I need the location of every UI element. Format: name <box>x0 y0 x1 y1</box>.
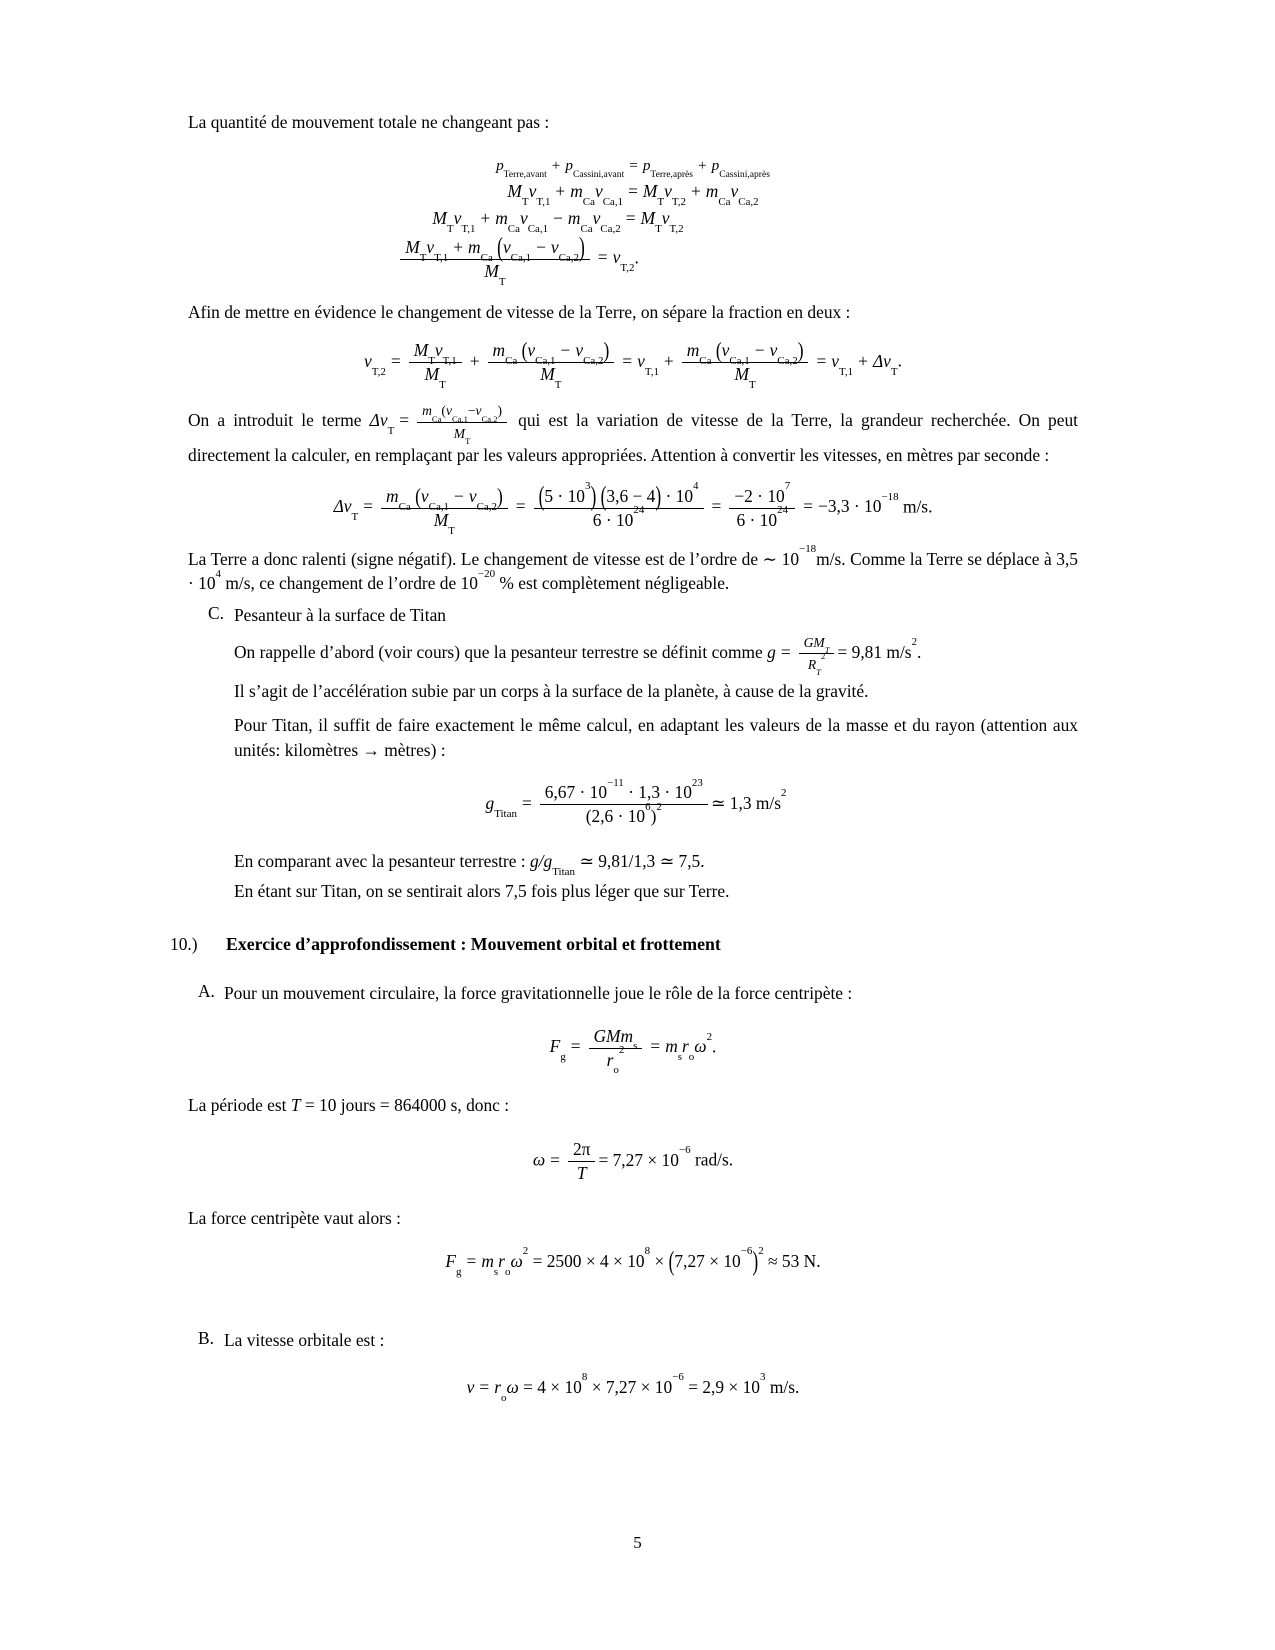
paragraph-introduit: On a introduit le terme $\Delta v_T=$ $\frac{m_{Ca}(v_{Ca,1}-v_{Ca,2})}{M_T}$ qui est la variation de vitesse de la Terre, la grandeur recherchée. On peut directement la calculer, en remplaçant par les valeurs appropriées. Attention à convertir les vitesses, en mètres par seconde : <box>188 403 1078 465</box>
part-b-label: B. <box>198 1327 214 1348</box>
introduit-text-post: qui est la variation de vitesse de la Terre, la grandeur recherchée. On peut directement la calculer, en remplaçant par les valeurs appropriées. Attention à convertir les vitesses, en mètres par seconde : <box>188 410 1078 465</box>
plus-op-2: + <box>698 156 707 174</box>
section-c-etant: En étant sur Titan, on se sentirait alors 7,5 fois plus léger que sur Terre. <box>234 881 730 902</box>
vT2-result: $v_{T,2}$ <box>612 247 635 275</box>
ralenti-p2: m/s. Comme la Terre se déplace à 3,5 · 10 <box>188 548 1078 594</box>
section-c-rappel: On rappelle d’abord (voir cours) que la pesanteur terrestre se définit comme g = $\frac{GM_T}{R_T^2}$ = 9,81 $m/s^2$. <box>234 634 922 678</box>
deltavT-unit: m/s. <box>902 496 933 517</box>
T-symbol: T <box>290 1094 301 1115</box>
v-unit: m/s. <box>769 1376 800 1397</box>
paragraph-afin: Afin de mettre en évidence le changement de vitesse de la Terre, on sépare la fraction en deux : <box>188 301 851 322</box>
omega-unit: rad/s. <box>694 1149 734 1170</box>
exercise-title: Exercice d’approfondissement : Mouvement orbital et frottement <box>226 933 721 954</box>
page-number: 5 <box>633 1533 642 1552</box>
exercise-heading <box>170 933 1078 955</box>
comparant-text: En comparant avec la pesanteur terrestre : <box>234 851 526 872</box>
Fg-result: ≈ 53 N. <box>768 1250 821 1271</box>
mid-num: −2 · 10 <box>734 485 785 506</box>
order-magnitude: $10^{-18}$ <box>781 543 817 569</box>
equation-momentum-line3 <box>188 207 1078 235</box>
mCa-vCa1-b: $m_{Ca}v_{Ca,1}$ <box>495 207 549 235</box>
p-cassini-avant: $p_{Cassini,avant}$ <box>565 156 625 180</box>
Fg-values: = $2500 \times 4 \times 10^8$ <box>532 1245 651 1271</box>
section-c-label: C. <box>208 603 224 624</box>
v-times: × $7,27 \times 10^{-6}$ <box>591 1371 684 1397</box>
MT-v1-b: $M_Tv_{T,1}$ <box>432 207 476 235</box>
fraction-gtitan: $\frac{6,67 \cdot 10^{-11} \cdot 1,3 \cdot 10^{23}}{(2,6 \cdot 10^6)^2}$ <box>540 782 708 827</box>
section-c-title: Pesanteur à la surface de Titan <box>234 605 447 626</box>
section-c-titan: Pour Titan, il suffit de faire exactement le même calcul, en adaptant les valeurs de la masse et du rayon (attention aux unités: kilomètres → mètres) : <box>234 714 1078 760</box>
exercise-part-b <box>198 1328 1078 1353</box>
equals-op-3: = <box>625 207 636 228</box>
equation-omega: ω = $\frac{2\pi}{T}$ = $7,27 \times 10^{-6}$ rad/s. <box>532 1139 734 1184</box>
plus-op-1: + <box>551 156 561 174</box>
equation-momentum-line2 <box>188 180 1078 208</box>
rappel-text: On rappelle d’abord (voir cours) que la pesanteur terrestre se définit comme <box>234 641 763 662</box>
equals-op-2: = <box>628 180 638 201</box>
equation-orbital-velocity: $v = r_o\omega = 4 \times 10^8 \times 7,27 \times 10^{-6} = 2,9 \times 10^3$ m/s. <box>466 1371 800 1404</box>
delta-vT-inline: $\Delta v_T$ <box>369 410 395 438</box>
omega-result: = $7,27 \times 10^{-6}$ <box>598 1144 691 1170</box>
exercise-part-a <box>198 981 1078 1006</box>
deltavT-lhs: $\Delta v_T$ <box>333 496 359 524</box>
v-result: = $2,9 \times 10^3$ <box>688 1371 766 1397</box>
Fg-paren-val: $7,27 \times 10^{-6}$ <box>674 1245 753 1271</box>
v-lhs: v <box>466 1376 475 1397</box>
Fg-lhs: $F_g$ <box>549 1036 566 1063</box>
plus-op-4: + <box>690 180 701 201</box>
MT-v2: $M_Tv_{T,2}$ <box>642 180 686 208</box>
paren-close: ) <box>752 1245 759 1277</box>
paragraph-periode <box>188 1093 1078 1118</box>
part-b-body <box>224 1328 1078 1353</box>
equals-op-4: = <box>597 247 608 268</box>
part-b-text: La vitesse orbitale est : <box>224 1329 385 1350</box>
p-terre-avant: $p_{Terre,avant}$ <box>496 156 547 180</box>
page-content <box>170 110 1078 1409</box>
gtitan-lhs: $g_{Titan}$ <box>485 792 517 820</box>
plus-op-5: + <box>480 207 491 228</box>
fraction-numerator: $M_Tv_{T,1}+ m_{Ca}$ $(v_{Ca,1}- v_{Ca,2})$ <box>405 230 585 264</box>
section-c <box>188 603 1078 906</box>
periode-post: = 10 jours = 864000 s, donc : <box>304 1094 510 1115</box>
part-a-text: Pour un mouvement circulaire, la force gravitationnelle joue le rôle de la force centripète : <box>224 982 853 1003</box>
MT-v2-b: $M_Tv_{T,2}$ <box>640 207 684 235</box>
equals-op-1: = <box>629 156 638 174</box>
fraction-inline-deltavT: $\frac{m_{Ca}(v_{Ca,1}-v_{Ca,2})}{M_T}$ <box>417 401 507 443</box>
equation-vT2-expanded: $v_{T,2}=$ $\frac{M_Tv_{T,1}}{M_T}$ + $\frac{m_{Ca} (v_{Ca,1}- v_{Ca,2})}{M_T}$ = $v_{T,1}+$ $\frac{m_{Ca} (v_{Ca,1}- v_{Ca,2})}{M_T}$ = $v_{T,1}+ \Delta v_T$. <box>364 337 902 392</box>
Fg-lhs-2: $F_g$ <box>445 1250 462 1278</box>
part-a-label: A. <box>198 980 215 1001</box>
fraction-GMms-ro2: $\frac{GMm_s}{r_o^2}$ <box>589 1026 643 1071</box>
p-cassini-apres: $p_{Cassini,après}$ <box>711 156 770 180</box>
g-symbol: g <box>767 641 776 662</box>
fraction-numeric-2: $\frac{-2 \cdot 10^7}{6 \cdot 10^{24}}$ <box>729 486 795 531</box>
equation-momentum-line1 <box>188 156 1078 180</box>
equation-Fg-numeric: $F_g= m_sr_o\omega^2 = 2500 \times 4 \times 10^8 \times (7,27 \times 10^{-6})^2 \approx 53$ N. <box>445 1245 821 1278</box>
plus-op-3: + <box>555 180 566 201</box>
equation-Fg-definition: $F_g=$ $\frac{GMm_s}{r_o^2}$ = $m_sr_o\omega^2$. <box>549 1025 717 1077</box>
num-coef: 5 · 10 <box>544 485 585 506</box>
paren-open: ( <box>668 1245 675 1277</box>
part-a-body <box>224 981 1078 1006</box>
ralenti-p3: m/s, ce changement de l’ordre de 10 <box>225 573 478 594</box>
num-diff: 3,6 − 4 <box>606 485 656 506</box>
g-ratio: $g/g_{Titan}$ <box>529 851 575 879</box>
section-c-accel: Il s’agit de l’accélération subie par un corps à la surface de la planète, à cause de la gravité. <box>234 681 869 702</box>
mCa-vCa2: $m_{Ca}v_{Ca,2}$ <box>705 180 759 208</box>
omega-num: 2π <box>572 1139 591 1160</box>
msro-omega2-b: $m_sr_o\omega^2$ <box>481 1245 529 1278</box>
intro-paragraph: La quantité de mouvement totale ne changeant pas : <box>188 112 550 132</box>
comparant-result: ≃ 9,81/1,3 ≃ 7,5. <box>579 851 705 872</box>
fraction-mCa-over-MT: $\frac{m_{Ca} (v_{Ca,1}- v_{Ca,2})}{M_T}$ <box>381 486 508 531</box>
fraction-MTvT1-MT: $\frac{M_Tv_{T,1}}{M_T}$ <box>409 340 462 385</box>
gtitan-num: 6,67 · 10 <box>544 782 608 803</box>
fraction-denominator: $M_T$ <box>400 259 590 282</box>
delta-vT: $\Delta v_T$ <box>872 350 898 378</box>
fraction-GMT-RT2: $\frac{GM_T}{R_T^2}$ <box>799 633 835 675</box>
paragraph-terre-ralenti: La Terre a donc ralenti (signe négatif). Le changement de vitesse est de l’ordre de ∼ $10^{-18}m/s$. Comme la Terre se déplace à $3,5 \cdot 10^4$ m/s, ce changement de l’ordre de $10^{-20}$ % est complètement négligeable. <box>188 543 1078 594</box>
exercise-number: 10.) <box>170 933 198 954</box>
fraction-MTv-over-MT <box>400 230 590 288</box>
msro-omega2: $m_sr_o\omega^2$ <box>665 1030 713 1063</box>
section-c-body <box>234 603 1078 906</box>
equation-gtitan: $g_{Titan}=$ $\frac{6,67 \cdot 10^{-11} \cdot 1,3 \cdot 10^{23}}{(2,6 \cdot 10^6)^2}$ ≃ 1,3 $m/s^2$ <box>485 776 787 827</box>
MT-v1: $M_Tv_{T,1}$ <box>507 180 551 208</box>
vT2-lhs: $v_{T,2}$ <box>364 350 386 378</box>
periode-pre: La période est <box>188 1094 287 1115</box>
ro-omega: $r_o\omega$ <box>494 1376 519 1404</box>
g-value: = 9,81 m/s <box>837 641 912 662</box>
paragraph-force-centripete: La force centripète vaut alors : <box>188 1208 401 1229</box>
fraction-mCa-diff-MT-1: $\frac{m_{Ca} (v_{Ca,1}- v_{Ca,2})}{M_T}$ <box>488 340 615 385</box>
gtitan-result: ≃ 1,3 $m/s^2$ <box>710 787 787 813</box>
equation-momentum-line4: $\frac{M_Tv_{T,1}+ m_{Ca} (v_{Ca,1}- v_{Ca,2})}{M_T}$ = $v_{T,2}$. <box>188 237 1078 282</box>
ralenti-p1: La Terre a donc ralenti (signe négatif). Le changement de vitesse est de l’ordre de ∼ <box>188 548 778 569</box>
gtitan-den: (2,6 · 10 <box>585 806 646 827</box>
times-op: × <box>654 1250 665 1271</box>
v-vals: = $4 \times 10^8$ <box>523 1371 588 1397</box>
ralenti-p4: % est complètement négligeable. <box>499 573 730 594</box>
p-terre-apres: $p_{Terre,après}$ <box>642 156 694 180</box>
mCa-vCa1: $m_{Ca}v_{Ca,1}$ <box>570 180 624 208</box>
fraction-2pi-T: $\frac{2\pi}{T}$ <box>568 1139 595 1184</box>
fraction-mCa-diff-MT-2: $\frac{m_{Ca} (v_{Ca,1}- v_{Ca,2})}{M_T}$ <box>682 340 809 385</box>
deltavT-result: $-3,3 \cdot 10^{-18}$ <box>818 490 899 517</box>
section-c-comparant <box>234 849 1078 879</box>
den-value: 6 · 10 <box>592 509 634 530</box>
introduit-text-pre: On a introduit le terme <box>188 410 362 431</box>
fraction-numeric-1: $\frac{(5 \cdot 10^3) (3,6 - 4) \cdot 10^4}{6 \cdot 10^{24}}$ <box>534 486 704 531</box>
omega-lhs: ω <box>532 1149 546 1170</box>
minus-op-1: − <box>553 207 563 228</box>
equation-deltavT-numeric: $\Delta v_T=$ $\frac{m_{Ca} (v_{Ca,1}- v_{Ca,2})}{M_T}$ = $\frac{(5 \cdot 10^3) (3,6 - 4) \cdot 10^4}{6 \cdot 10^{24}}$ = $\frac{-2 \cdot 10^7}{6 \cdot 10^{24}}$ = $-3,3 \cdot 10^{-18}$ m/s. <box>333 479 933 537</box>
mCa-vCa2-b: $m_{Ca}v_{Ca,2}$ <box>567 207 621 235</box>
